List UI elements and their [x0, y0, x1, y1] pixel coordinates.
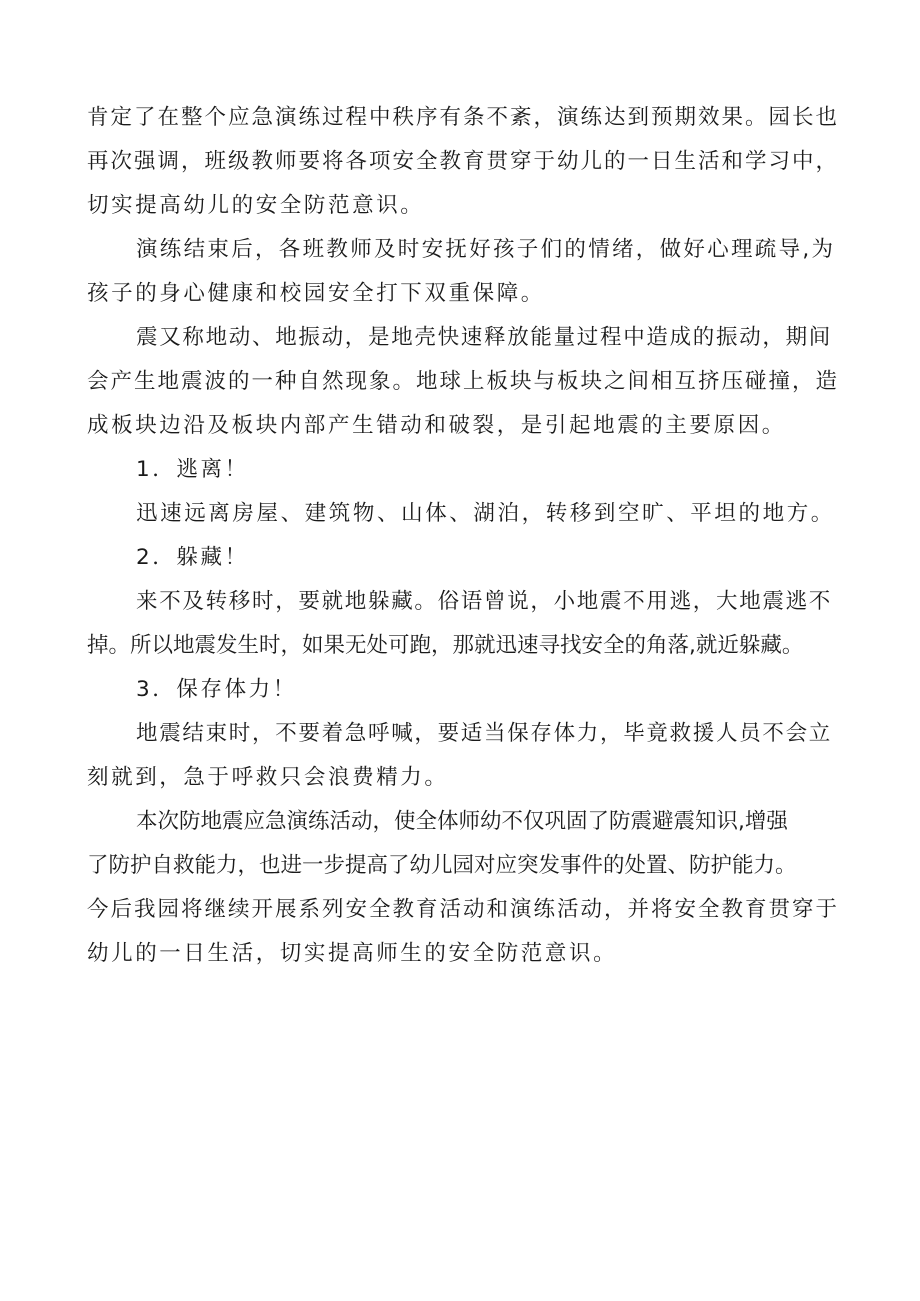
text-line: 孩子的身心健康和校园安全打下双重保障。 — [87, 281, 545, 306]
text-line: 刻就到，急于呼救只会浪费精力。 — [87, 765, 449, 790]
text-line: 本次防地震应急演练活动，使全体师幼不仅巩固了防震避震知识,增强 — [136, 809, 788, 834]
text-line: 幼儿的一日生活，切实提高师生的安全防范意识。 — [87, 941, 618, 966]
text-line: 成板块边沿及板块内部产生错动和破裂，是引起地震的主要原因。 — [87, 413, 786, 438]
text-line: 会产生地震波的一种自然现象。地球上板块与板块之间相互挤压碰撞，造 — [87, 369, 840, 394]
text-line: 切实提高幼儿的安全防范意识。 — [87, 193, 425, 218]
text-line: 震又称地动、地振动，是地壳快速释放能量过程中造成的振动，期间 — [136, 325, 833, 350]
text-line: 了防护自救能力，也进一步提高了幼儿园对应突发事件的处置、防护能力。 — [87, 853, 797, 878]
text-line: 掉。所以地震发生时，如果无处可跑，那就迅速寻找安全的角落,就近躲藏。 — [87, 633, 804, 658]
text-line: 地震结束时，不要着急呼喊，要适当保存体力，毕竟救援人员不会立 — [136, 721, 833, 746]
text-line: 迅速远离房屋、建筑物、山体、湖泊，转移到空旷、平坦的地方。 — [136, 501, 835, 526]
text-line: 演练结束后，各班教师及时安抚好孩子们的情绪，做好心理疏导,为 — [136, 237, 836, 262]
list-heading: 2．躲藏！ — [136, 545, 249, 570]
text-line: 来不及转移时，要就地躲藏。俗语曾说，小地震不用逃，大地震逃不 — [136, 589, 833, 614]
text-line: 肯定了在整个应急演练过程中秩序有条不紊，演练达到预期效果。园长也 — [87, 105, 840, 130]
list-heading: 3．保存体力！ — [136, 677, 297, 702]
list-heading: 1．逃离！ — [136, 457, 249, 482]
text-line: 今后我园将继续开展系列安全教育活动和演练活动，并将安全教育贯穿于 — [87, 897, 840, 922]
text-line: 再次强调，班级教师要将各项安全教育贯穿于幼儿的一日生活和学习中， — [87, 149, 840, 174]
